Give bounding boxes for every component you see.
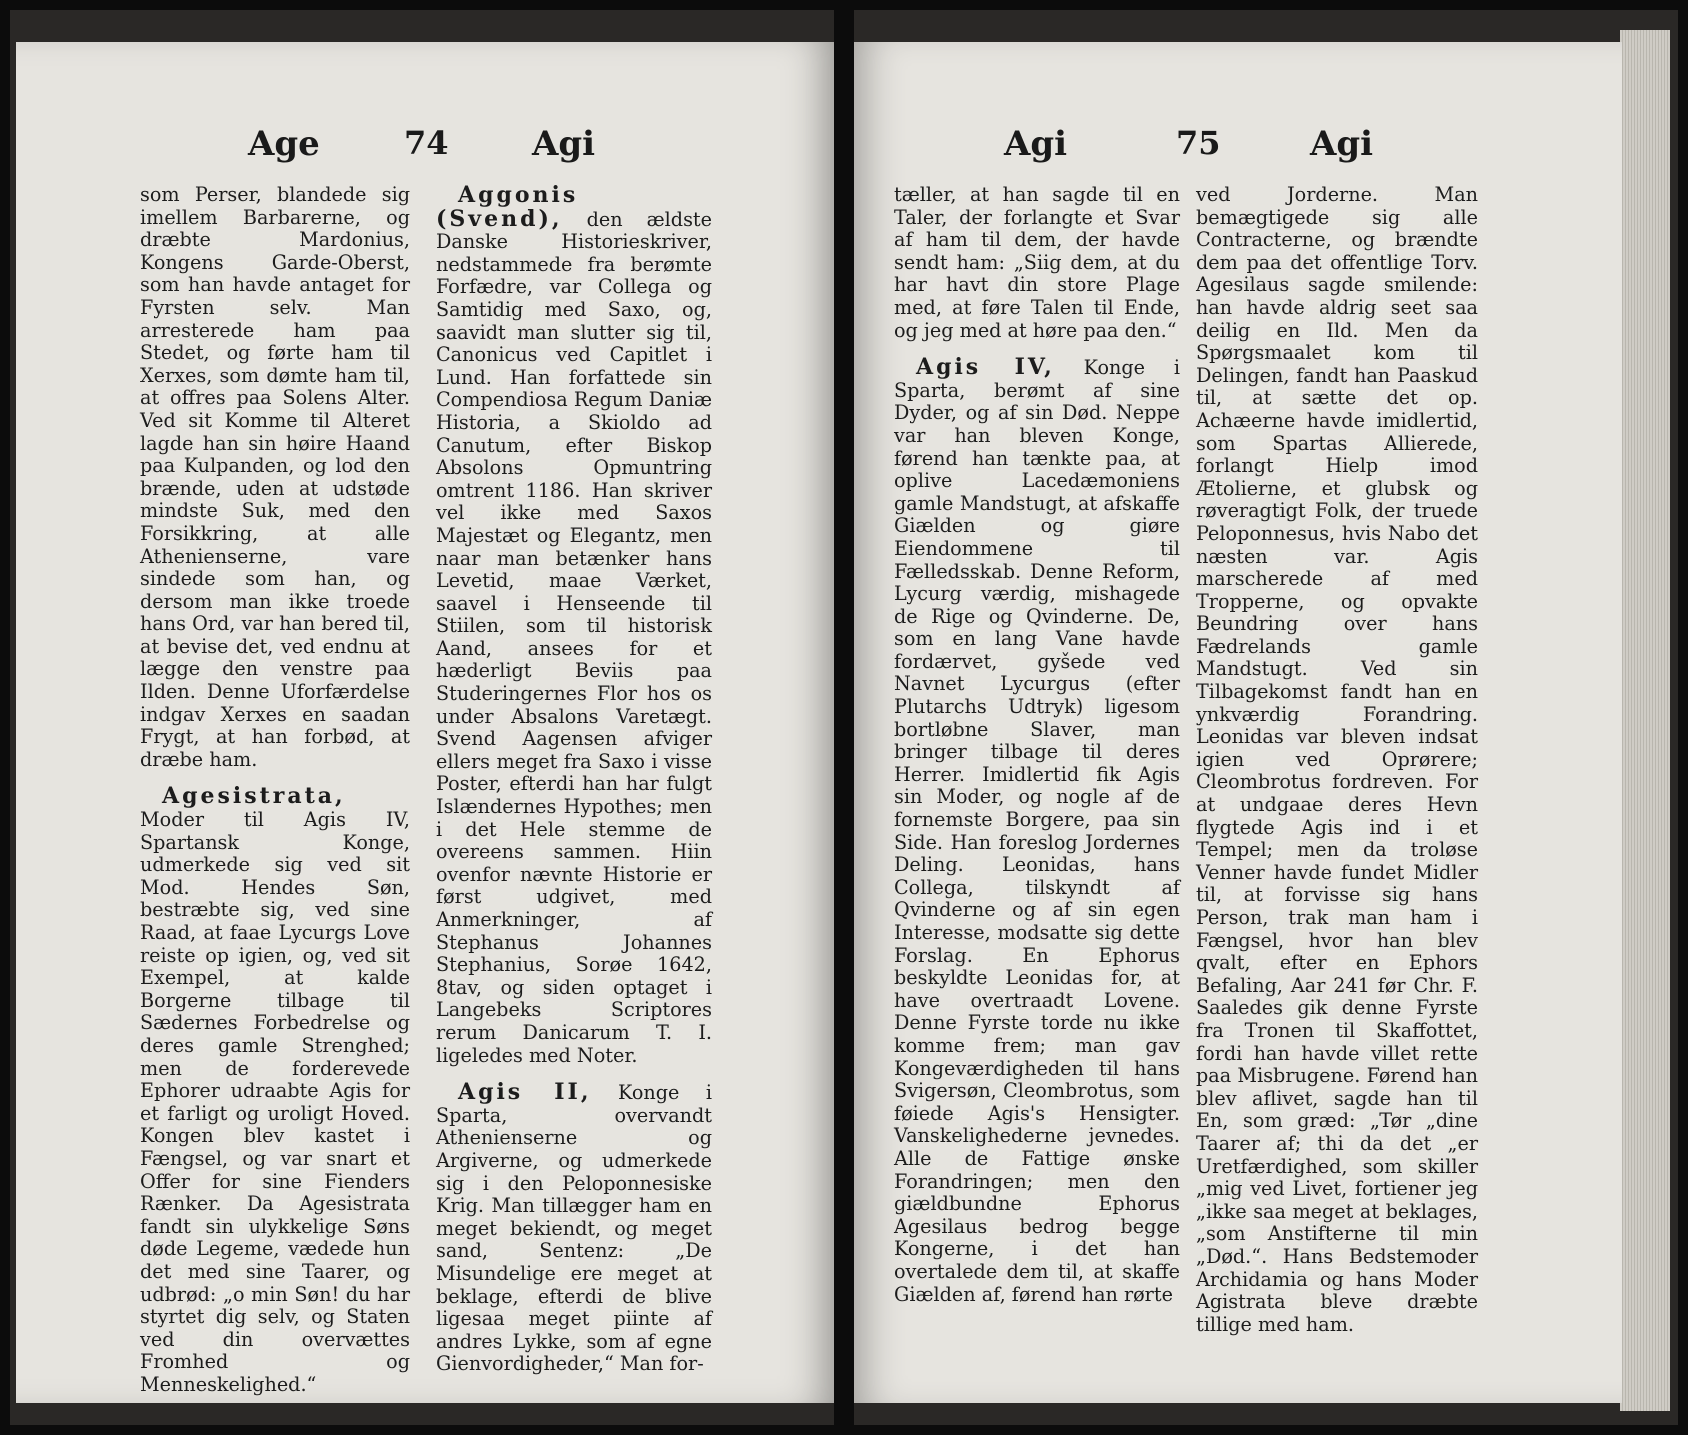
paragraph	[894, 184, 1180, 342]
right-page-scan	[854, 10, 1678, 1425]
paragraph-text: ved Jorderne. Man bemægtigede sig alle Contracterne, og brændte dem paa det offentlige Torv. Agesilaus sagde smilende: han havde aldrig seet saa deilig en Ild. Men da Spørgsmaalet kom til Delingen, fandt han Paaskud til, at sætte det op. Achæerne havde imidlertid, som Spartas Allierede, forlangt Hielp imod Ætolierne, et glubsk og røveragtigt Folk, der truede Peloponnesus, hvis Nabo det næsten var. Agis marscherede af med Tropperne, og opvakte Beundring over hans Fædrelands gamle Mandstugt. Ved sin Tilbagekomst fandt han en ynkværdig Forandring. Leonidas var bleven indsat igien ved Oprørere; Cleombrotus fordreven. For at undgaae deres Hevn flygtede Agis ind i et Tempel; men da troløse Venner havde fundet Midler til, at forvisse sig hans Person, trak man ham i Fængsel, hvor han blev qvalt, efter en Ephors Befaling, Aar 241 før Chr. F. Saaledes gik denne Fyrste fra Tronen til Skaffottet, fordi han havde villet rette paa Misbrugene. Førend han blev aflivet, sagde han til En, som græd: „Tør „dine Taarer af; thi da det „er Uretfærdighed, som skiller „mig ved Livet, fortiener jeg „ikke saa meget at beklages, „som Anstifterne til min „Død.“. Hans Bedstemoder Archidamia og hans Moder Agistrata bleve dræbte tillige med ham.	[1196, 183, 1478, 1336]
paragraph-text: tæller, at han sagde til en Taler, der forlangte et Svar af ham til dem, der havde sendt ham: „Siig dem, at du har havt din store Plage med, at føre Talen til Ende, og jeg med at høre paa den.“	[894, 183, 1180, 342]
paragraph	[1196, 184, 1478, 1336]
entry-paragraph	[140, 785, 410, 1396]
left-page-column-2	[436, 184, 712, 1390]
right-page-header	[854, 124, 1622, 174]
page-number: 74	[404, 124, 449, 162]
running-head-left: Age	[248, 124, 320, 164]
left-page-scan	[10, 10, 834, 1425]
paragraph-text: Konge i Sparta, overvandt Athenienserne og Argiverne, og udmerkede sig i den Peloponnesiske Krig. Man tillægger ham en meget bekiendt, og meget sand, Sentenz: „De Misundelige ere meget at beklage, efterdi de blive ligesaa meget piinte af andres Lykke, som af egne Gienvordigheder,“ Man for-	[436, 1081, 712, 1376]
entry-paragraph	[436, 1081, 712, 1376]
left-page-column-1	[140, 184, 410, 1410]
right-page-column-2	[1196, 184, 1478, 1350]
running-head-right: Agi	[1310, 124, 1374, 164]
paragraph-text: Konge i Sparta, berømt af sine Dyder, og af sin Død. Neppe var han bleven Konge, førend han tænkte paa, at oplive Lacedæmoniens gamle Mandstugt, at afskaffe Giælden og giøre Eiendommene til Fælledsskab. Denne Reform, Lycurg værdig, mishagede de Rige og Qvinderne. De, som en lang Vane havde fordærvet, gyšede ved Navnet Lycurgus (efter Plutarchs Udtryk) ligesom bortløbne Slaver, man bringer tilbage til deres Herrer. Imidlertid fik Agis sin Moder, og nogle af de fornemste Borgere, paa sin Side. Han foreslog Jordernes Deling. Leonidas, hans Collega, tilskyndt af Qvinderne og af sin egen Interesse, modsatte sig dette Forslag. En Ephorus beskyldte Leonidas for, at have overtraadt Lovene. Denne Fyrste torde nu ikke komme frem; man gav Kongeværdigheden til hans Svigersøn, Cleombrotus, som føiede Agis's Hensigter. Vanskelighederne jevnedes. Alle de Fattige ønske Forandringen; men den giældbundne Ephorus Agesilaus bedrog begge Kongerne, i det han overtalede dem til, at skaffe Giælden af, førend han rørte	[894, 356, 1180, 1306]
running-head-left: Agi	[1004, 124, 1068, 164]
entry-paragraph	[436, 184, 712, 1067]
paragraph-text: som Perser, blandede sig imellem Barbarerne, og dræbte Mardonius, Kongens Garde-Oberst, som han havde antaget for Fyrsten selv. Man arresterede ham paa Stedet, og førte ham til Xerxes, som dømte ham til, at offres paa Solens Alter. Ved sit Komme til Alteret lagde han sin høire Haand paa Kulpanden, og lod den brænde, uden at udstøde mindste Suk, med den Forsikkring, at alle Athenienserne, vare sindede som han, og dersom man ikke troede hans Ord, var han bered til, at bevise det, ved endnu at lægge den venstre paa Ilden. Denne Uforfærdelse indgav Xerxes en saadan Frygt, at han forbød, at dræbe ham.	[140, 183, 410, 771]
paragraph-text: Moder til Agis IV, Spartansk Konge, udmerkede sig ved sit Mod. Hendes Søn, bestræbte sig, ved sine Raad, at faae Lycurgs Love reiste op igien, og, ved sit Exempel, at kalde Borgerne tilbage til Sædernes Forbedrelse og deres gamle Strenghed; men de forderevede Ephorer udraabte Agis for et farligt og uroligt Hoved. Kongen blev kastet i Fængsel, og var snart et Offer for sine Fienders Rænker. Da Agesistrata fandt sin ulykkelige Søns døde Legeme, vædede hun det med sine Taarer, og udbrød: „o min Søn! du har styrtet dig selv, og Staten ved din overvættes Fromhed og Menneskelighed.“	[140, 808, 410, 1396]
paragraph-text: den ældste Danske Historieskriver, nedstammede fra berømte Forfædre, var Collega og Samtidig med Saxo, og, saavidt man slutter sig til, Canonicus ved Capitlet i Lund. Han forfattede sin Compendiosa Regum Daniæ Historia, a Skioldo ad Canutum, efter Biskop Absolons Opmuntring omtrent 1186. Han skriver vel ikke med Saxos Majestæt og Elegantz, men naar man betænker hans Levetid, maae Værket, saavel i Henseende til Stiilen, som til historisk Aand, ansees for et hæderligt Beviis paa Studeringernes Flor hos os under Absalons Varetægt. Svend Aagensen afviger ellers meget fra Saxo i visse Poster, efterdi han har fulgt Islændernes Hypothes; men i det Hele stemme de overeens sammen. Hiin ovenfor nævnte Historie er først udgivet, med Anmerkninger, af Stephanus Johannes Stephanius, Sorøe 1642, 8tav, og siden optaget i Langebeks Scriptores rerum Danicarum T. I. ligeledes med Noter.	[436, 207, 712, 1067]
entry-lemma: Aggonis (Svend),	[436, 182, 579, 232]
running-head-right: Agi	[532, 124, 596, 164]
book-page-edges	[1620, 30, 1670, 1411]
left-page-header	[16, 124, 834, 174]
right-page	[854, 42, 1622, 1403]
page-number: 75	[1176, 124, 1221, 162]
entry-lemma: Agesistrata,	[162, 783, 346, 810]
entry-lemma: Agis IV,	[916, 354, 1055, 381]
entry-lemma: Agis II,	[458, 1079, 592, 1106]
paragraph	[140, 184, 410, 771]
left-page	[16, 42, 834, 1403]
right-page-column-1	[894, 184, 1180, 1320]
entry-paragraph	[894, 356, 1180, 1306]
